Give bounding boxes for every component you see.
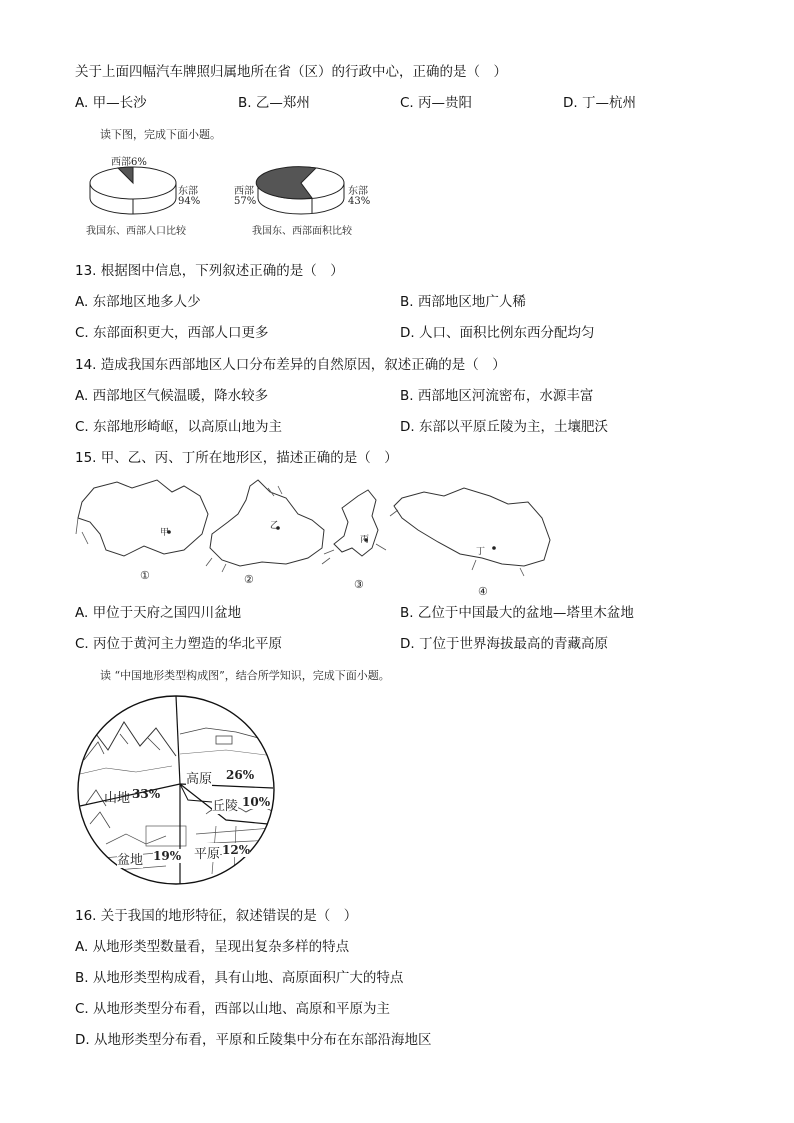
q13-stem: 13. 根据图中信息，下列叙述正确的是（ ） [75, 263, 344, 279]
pie1-west-label: 西部6% [111, 157, 147, 168]
q16-stem: 16. 关于我国的地形特征，叙述错误的是（ ） [75, 908, 358, 924]
slice-hill-label: 丘陵 [212, 795, 238, 814]
q15-option-d: D. 丁位于世界海拔最高的青藏高原 [400, 636, 608, 652]
pie1-east-value: 94% [178, 196, 201, 207]
q14-option-c: C. 东部地形崎岖，以高原山地为主 [75, 419, 283, 435]
q14-stem: 14. 造成我国东西部地区人口分布差异的自然原因，叙述正确的是（ ） [75, 357, 506, 373]
map1-number: ① [140, 569, 150, 582]
pie2-west-label: 西部 [234, 186, 254, 197]
q14-option-a: A. 西部地区气候温暖，降水较多 [75, 388, 269, 404]
q14-option-d: D. 东部以平原丘陵为主，土壤肥沃 [400, 419, 608, 435]
slice-basin-value: 19% [153, 849, 182, 863]
q13-option-b: B. 西部地区地广人稀 [400, 294, 526, 310]
pie-area [256, 167, 344, 214]
q15-option-b: B. 乙位于中国最大的盆地—塔里木盆地 [400, 605, 634, 621]
q16-option-d: D. 从地形类型分布看，平原和丘陵集中分布在东部沿海地区 [75, 1032, 432, 1048]
slice-mountain-value: 33% [132, 787, 161, 801]
map2-tag: 乙 [270, 521, 280, 531]
fig2-instruction: 读 “中国地形类型构成图”，结合所学知识，完成下面小题。 [100, 669, 390, 682]
slice-mountain-label: 山地 [104, 791, 131, 806]
option-a: A. 甲—长沙 [75, 95, 147, 111]
map-ningxia [322, 490, 386, 564]
slice-plain-value: 12% [222, 843, 251, 857]
pie2-east-label: 东部 [348, 186, 368, 197]
pie1-title: 我国东、西部人口比较 [86, 226, 186, 237]
question-intro-stem: 关于上面四幅汽车牌照归属地所在省（区）的行政中心，正确的是（ ） [75, 64, 507, 80]
q16-option-c: C. 从地形类型分布看，西部以山地、高原和平原为主 [75, 1001, 391, 1017]
option-d: D. 丁—杭州 [563, 95, 636, 111]
q15-option-a: A. 甲位于天府之国四川盆地 [75, 605, 242, 621]
q13-option-d: D. 人口、面积比例东西分配均匀 [400, 325, 595, 341]
slice-hill-value: 10% [242, 795, 271, 809]
option-b: B. 乙—郑州 [238, 95, 310, 111]
q16-option-b: B. 从地形类型构成看，具有山地、高原面积广大的特点 [75, 970, 404, 986]
q14-option-b: B. 西部地区河流密布，水源丰富 [400, 388, 594, 404]
pie1-east-label: 东部 [178, 186, 198, 197]
q13-option-a: A. 东部地区地多人少 [75, 294, 201, 310]
map2-number: ② [244, 573, 254, 586]
fig1-instruction: 读下图，完成下面小题。 [100, 128, 221, 141]
q13-option-c: C. 东部面积更大，西部人口更多 [75, 325, 269, 341]
slice-plateau-label: 高原 [186, 768, 212, 787]
pie2-title: 我国东、西部面积比较 [252, 226, 352, 237]
q15-stem: 15. 甲、乙、丙、丁所在地形区，描述正确的是（ ） [75, 450, 398, 466]
map-xinjiang [206, 480, 324, 572]
pie2-east-value: 43% [348, 196, 371, 207]
map1-tag: 甲 [160, 528, 170, 538]
map4-tag: 丁 [476, 547, 486, 557]
map3-number: ③ [354, 578, 364, 591]
pie-population [90, 167, 176, 214]
pie2-west-value: 57% [234, 196, 257, 207]
option-c: C. 丙—贵阳 [400, 95, 473, 111]
map-tibet [390, 488, 550, 576]
slice-basin-label: 盆地 [117, 849, 143, 868]
q16-option-a: A. 从地形类型数量看，呈现出复杂多样的特点 [75, 939, 350, 955]
divider-mountain-plateau [176, 696, 180, 784]
map4-number: ④ [478, 585, 488, 598]
slice-plain-label: 平原 [194, 843, 220, 862]
q15-option-c: C. 丙位于黄河主力塑造的华北平原 [75, 636, 283, 652]
slice-plateau-value: 26% [226, 768, 255, 782]
map-sichuan [76, 480, 208, 556]
map3-tag: 丙 [360, 535, 370, 545]
